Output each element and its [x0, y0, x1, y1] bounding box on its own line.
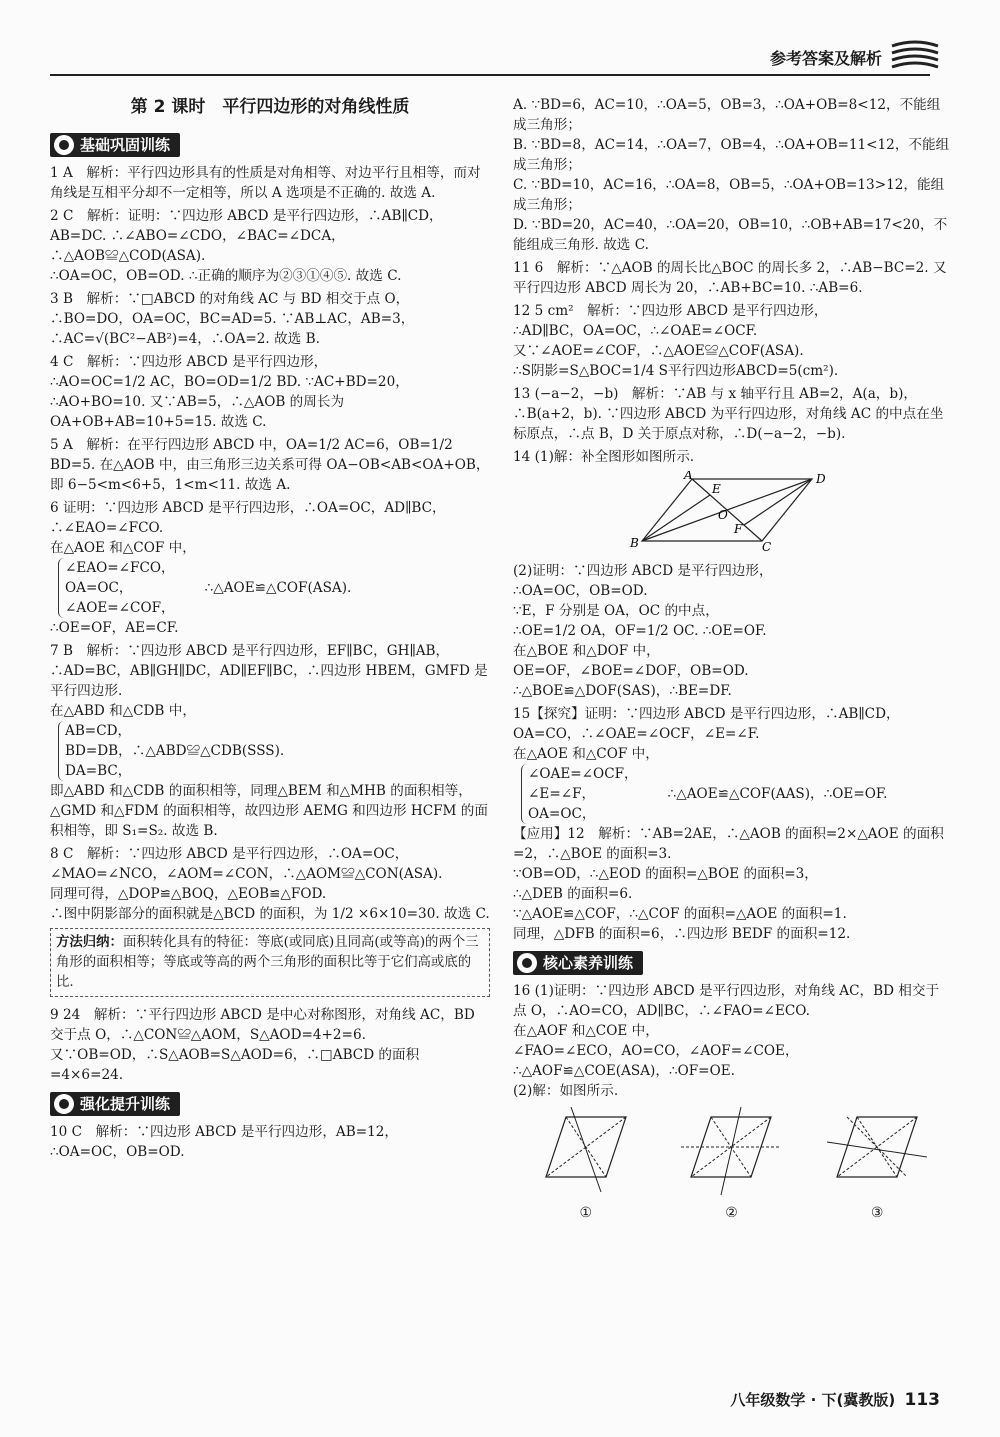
- answer-15-cond-3: OA=OC，: [528, 806, 596, 822]
- answer-6-conclusion: ∴△AOE≌△COF(ASA).: [204, 580, 352, 596]
- fig14-label-a: A: [683, 471, 693, 482]
- option-d: D. ∵BD=20，AC=40，∴OA=20，OB=10，∴OB+AB=17<20，不能组成三角形. 故选 C.: [513, 217, 948, 253]
- answer-4-text-a: 4 C 解析：∵四边形 ABCD 是平行四边形，: [50, 354, 328, 370]
- figure-16-2-shape: [681, 1107, 781, 1197]
- medal-icon: [54, 135, 74, 155]
- fig14-label-d: D: [815, 472, 826, 486]
- page-number: 113: [904, 1390, 940, 1410]
- answer-4-text-b: ∴AO=OC=1/2 AC，BO=OD=1/2 BD. ∵AC+BD=20，∴AO+BO=10. 又∵AB=5，∴△AOB 的周长为 OA+OB+AB=10+5=15. 故选 C.: [50, 374, 409, 430]
- answer-2-text-a: 2 C 解析：证明：∵四边形 ABCD 是平行四边形，∴AB∥CD，AB=DC. ∴∠ABO=∠CDO，∠BAC=∠DCA，∴△AOB≌△COD(ASA).: [50, 208, 443, 264]
- answer-7-cond-2: BD=DB，∴△ABD≌△CDB(SSS).: [65, 743, 285, 759]
- answer-6-cond-3: ∠AOE=∠COF，: [65, 600, 175, 616]
- answer-10-text-a: 10 C 解析：∵四边形 ABCD 是平行四边形，AB=12，: [50, 1124, 399, 1140]
- option-a: A. ∵BD=6，AC=10，∴OA=5，OB=3，∴OA+OB=8<12，不能组成三角形；: [513, 97, 941, 133]
- answer-15-cond-2: ∠E=∠F，: [528, 786, 596, 802]
- answer-8: [50, 844, 490, 924]
- figure-16-1-caption: ①: [579, 1205, 593, 1221]
- section-core: [513, 951, 643, 975]
- answer-16-text-e: (2)解：如图所示.: [513, 1083, 619, 1099]
- right-column: [513, 95, 950, 1226]
- fig14-label-o: O: [717, 508, 728, 522]
- answer-6: [50, 498, 490, 638]
- answer-2-text-b: ∴OA=OC，OB=OD. ∴正确的顺序为②③①④⑤. 故选 C.: [50, 268, 402, 284]
- answer-9-text-b: 又∵OB=OD，∴S△AOB=S△AOD=6，∴□ABCD 的面积=4×6=24.: [50, 1047, 420, 1083]
- answer-12-text-a: 12 5 cm² 解析：∵四边形 ABCD 是平行四边形，: [513, 303, 828, 319]
- answer-12: [513, 301, 950, 381]
- page-footer: [730, 1389, 940, 1410]
- option-b: B. ∵BD=8，AC=14，∴OA=7，OB=4，∴OA+OB=11<12，不能组成三角形；: [513, 137, 950, 173]
- medal-icon: [517, 953, 537, 973]
- method-label: 方法归纳：: [56, 934, 123, 950]
- book-stack-icon: [888, 38, 942, 72]
- figure-16-3-caption: ③: [870, 1205, 884, 1221]
- option-c: C. ∵BD=10，AC=16，∴OA=8，OB=5，∴OA+OB=13>12，能组成三角形；: [513, 177, 945, 213]
- method-summary-box: [50, 928, 490, 997]
- answer-11-text: 11 6 解析：∵△AOB 的周长比△BOC 的周长多 2，∴AB−BC=2. 又平行四边形 ABCD 周长为 20，∴AB+BC=10. ∴AB=6.: [513, 260, 947, 296]
- answer-14-text-h: ∴△BOE≌△DOF(SAS)，∴BE=DF.: [513, 683, 732, 699]
- figure-16-1: [536, 1107, 636, 1223]
- answer-14-text-b: (2)证明：∵四边形 ABCD 是平行四边形，: [513, 563, 773, 579]
- answer-7-text-b: 在△ABD 和△CDB 中，: [50, 703, 196, 719]
- answer-15-text-b: 在△AOE 和△COF 中，: [513, 746, 659, 762]
- answer-15-text-g: ∵△AOE≌△COF，∴△COF 的面积=△AOE 的面积=1.: [513, 906, 847, 922]
- answer-5: [50, 435, 490, 495]
- answer-1: [50, 163, 490, 203]
- answer-8-text-c: ∴图中阴影部分的面积就是△BCD 的面积，为 1/2 ×6×10=30. 故选 C.: [50, 906, 490, 922]
- answer-12-text-c: 又∵∠AOE=∠COF，∴△AOE≌△COF(ASA).: [513, 343, 804, 359]
- answer-15-cond-1: ∠OAE=∠OCF，: [528, 766, 638, 782]
- answer-15: [513, 704, 950, 944]
- answer-10: [50, 1122, 490, 1162]
- answer-14: [513, 447, 950, 701]
- answer-14-text-e: ∴OE=1/2 OA，OF=1/2 OC. ∴OE=OF.: [513, 623, 767, 639]
- answer-1-text: 1 A 解析：平行四边形具有的性质是对角相等、对边平行且相等，而对角线是互相平分却不一定相等，所以 A 选项是不正确的. 故选 A.: [50, 165, 481, 201]
- answer-15-text-a: 15【探究】证明：∵四边形 ABCD 是平行四边形，∴AB∥CD，OA=CO，∴∠OAE=∠OCF，∠E=∠F.: [513, 706, 900, 742]
- answer-13: [513, 384, 950, 444]
- section-advance: [50, 1092, 180, 1116]
- answer-14-text-f: 在△BOE 和△DOF 中，: [513, 643, 660, 659]
- answer-6-text-d: ∴OE=OF，AE=CF.: [50, 620, 179, 636]
- answer-15-brace: [521, 764, 638, 824]
- answer-6-system: [50, 558, 490, 618]
- fig14-label-f: F: [733, 522, 742, 536]
- figure-14-parallelogram: [622, 471, 842, 551]
- answer-16-text-a: 16 (1)证明：∵四边形 ABCD 是平行四边形，对角线 AC，BD 相交于点 O，∴AO=CO，AD∥BC，∴∠FAO=∠ECO.: [513, 983, 940, 1019]
- answer-15-text-h: 同理，△DFB 的面积=6，∴四边形 BEDF 的面积=12.: [513, 926, 851, 942]
- page-header: [0, 0, 1000, 80]
- fig14-label-b: B: [629, 536, 639, 550]
- answer-14-text-a: 14 (1)解：补全图形如图所示.: [513, 449, 695, 465]
- figure-16-3: [827, 1107, 927, 1223]
- answer-11: [513, 258, 950, 298]
- answer-16-text-c: ∠FAO=∠ECO，AO=CO，∠AOF=∠COE，: [513, 1043, 799, 1059]
- answer-2: [50, 206, 490, 286]
- answer-15-text-e: ∵OB=OD，∴△EOD 的面积=△BOE 的面积=3，: [513, 866, 818, 882]
- answer-7-cond-1: AB=CD，: [65, 723, 132, 739]
- answer-7-brace: [58, 721, 284, 781]
- figure-16: [513, 1107, 950, 1223]
- figure-16-1-shape: [536, 1107, 636, 1197]
- answer-14-text-c: ∴OA=OC，OB=OD.: [513, 583, 648, 599]
- answer-7-text-a: 7 B 解析：∵四边形 ABCD 是平行四边形，EF∥BC，GH∥AB，∴AD=BC，AB∥GH∥DC，AD∥EF∥BC，∴四边形 HBEM，GMFD 是平行四边形.: [50, 643, 488, 699]
- header-rule: [50, 74, 930, 76]
- answer-4: [50, 352, 490, 432]
- answer-14-text-d: ∵E，F 分别是 OA，OC 的中点，: [513, 603, 719, 619]
- answer-3: [50, 289, 490, 349]
- figure-16-3-shape: [827, 1107, 927, 1197]
- lesson-title: 第 2 课时 平行四边形的对角线性质: [130, 97, 410, 117]
- answer-15-text-f: ∴△DEB 的面积=6.: [513, 886, 633, 902]
- answer-15-conclusion: ∴△AOE≌△COF(AAS)，∴OE=OF.: [667, 786, 888, 802]
- answer-6-cond-2: OA=OC，: [65, 580, 133, 596]
- section-core-label: 核心素养训练: [543, 954, 634, 972]
- answer-15-text-d: 【应用】12 解析：∵AB=2AE，∴△AOB 的面积=2×△AOE 的面积=2，∴△BOE 的面积=3.: [513, 826, 944, 862]
- fig14-label-c: C: [761, 540, 771, 551]
- answer-13-text: 13 (−a−2，−b) 解析：∵AB 与 x 轴平行且 AB=2，A(a，b)，∴B(a+2，b). ∵四边形 ABCD 为平行四边形，对角线 AC 的中点在坐标原点，∴点 B，D 关于原点对称，∴D(−a−2，−b).: [513, 386, 944, 442]
- answer-9-text-a: 9 24 解析：∵平行四边形 ABCD 是中心对称图形，对角线 AC，BD 交于点 O，∴△CON≌△AOM，S△AOD=4+2=6.: [50, 1007, 475, 1043]
- answer-6-text-a: 6 证明：∵四边形 ABCD 是平行四边形，∴OA=OC，AD∥BC，∴∠EAO=∠FCO.: [50, 500, 446, 536]
- footer-book-title: 八年级数学 · 下(冀教版): [730, 1391, 896, 1409]
- section-basic: [50, 133, 180, 157]
- answer-16-text-b: 在△AOF 和△COE 中，: [513, 1023, 659, 1039]
- left-column: [50, 95, 490, 1165]
- fig14-label-e: E: [711, 482, 721, 496]
- medal-icon: [54, 1094, 74, 1114]
- figure-16-2-caption: ②: [725, 1205, 738, 1221]
- answer-6-brace: [58, 558, 175, 618]
- answer-10-options: [513, 95, 950, 255]
- answer-16: [513, 981, 950, 1223]
- answer-12-text-d: ∴S阴影=S△BOC=1/4 S平行四边形ABCD=5(cm²).: [513, 363, 839, 379]
- answer-12-text-b: ∴AD∥BC，OA=OC，∴∠OAE=∠OCF.: [513, 323, 758, 339]
- answer-7-cond-3: DA=BC，: [65, 763, 132, 779]
- section-advance-label: 强化提升训练: [80, 1095, 171, 1113]
- answer-16-text-d: ∴△AOF≌△COE(ASA)，∴OF=OE.: [513, 1063, 735, 1079]
- answer-8-text-b: 同理可得，△DOP≌△BOQ，△EOB≌△FOD.: [50, 886, 327, 902]
- answer-7-text-d: 即△ABD 和△CDB 的面积相等，同理△BEM 和△MHB 的面积相等，△GMD 和△FDM 的面积相等，故四边形 AEMG 和四边形 HCFM 的面积相等，即 S₁=S₂. 故选 B.: [50, 783, 488, 839]
- figure-16-2: [681, 1107, 781, 1223]
- answer-7: [50, 641, 490, 841]
- answer-8-text-a: 8 C 解析：∵四边形 ABCD 是平行四边形，∴OA=OC，∠MAO=∠NCO，∠AOM=∠CON，∴△AOM≌△CON(ASA).: [50, 846, 443, 882]
- answer-15-system: [513, 764, 950, 824]
- figure-14: [513, 471, 950, 557]
- answer-3-text: 3 B 解析：∵□ABCD 的对角线 AC 与 BD 相交于点 O，∴BO=DO，OA=OC，BC=AD=5. ∵AB⊥AC，AB=3，∴AC=√(BC²−AB²)=4，∴OA=2. 故选 B.: [50, 291, 415, 347]
- method-text: 面积转化具有的特征：等底(或同底)且同高(或等高)的两个三角形的面积相等；等底或等高的两个三角形的面积比等于它们高或底的比.: [56, 935, 479, 990]
- answer-6-cond-1: ∠EAO=∠FCO，: [65, 560, 175, 576]
- answer-10-text-b: ∴OA=OC，OB=OD.: [50, 1144, 185, 1160]
- answer-5-text: 5 A 解析：在平行四边形 ABCD 中，OA=1/2 AC=6，OB=1/2 BD=5. 在△AOB 中，由三角形三边关系可得 OA−OB<AB<OA+OB，即 6−5<m<6+5，1<m<11. 故选 A.: [50, 437, 490, 493]
- answer-9: [50, 1005, 490, 1085]
- answer-6-text-b: 在△AOE 和△COF 中，: [50, 540, 196, 556]
- header-title: 参考答案及解析: [769, 49, 882, 68]
- answer-14-text-g: OE=OF，∠BOE=∠DOF，OB=OD.: [513, 663, 749, 679]
- section-basic-label: 基础巩固训练: [80, 136, 171, 154]
